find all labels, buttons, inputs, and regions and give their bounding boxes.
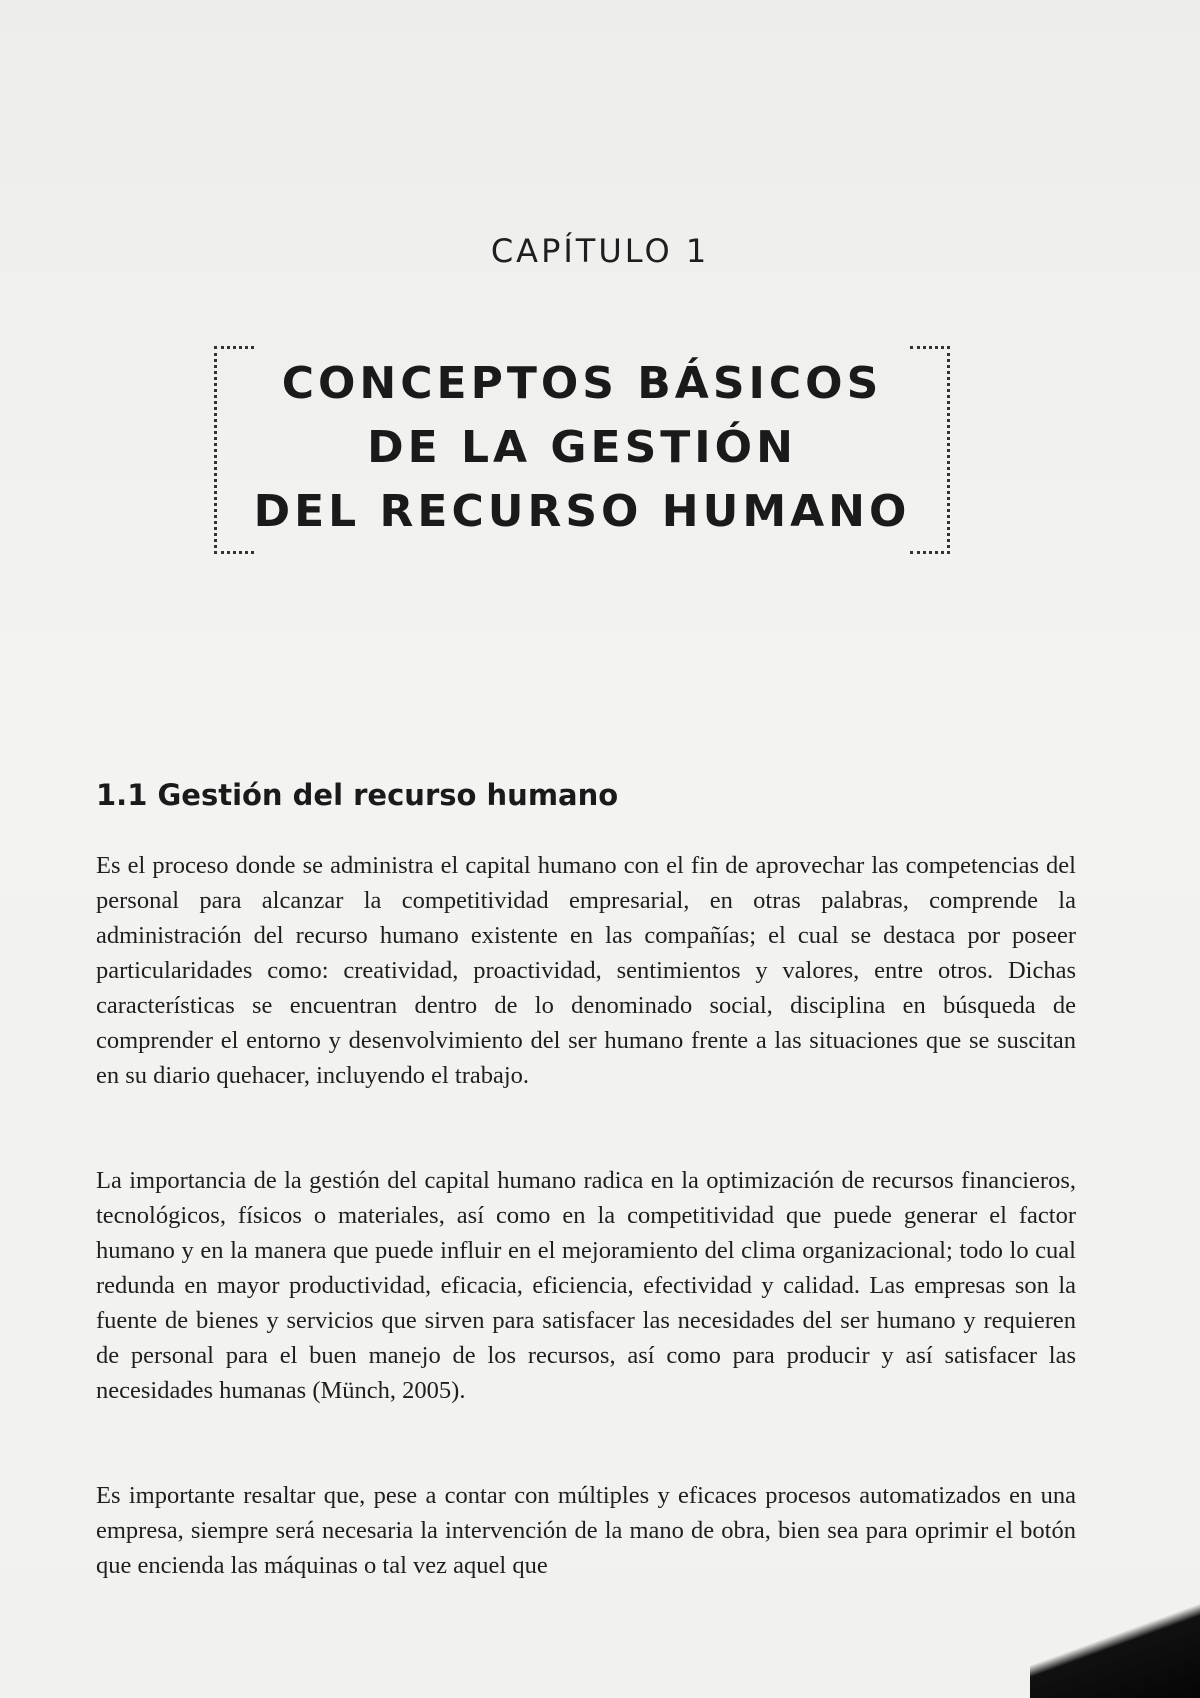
section-heading: 1.1 Gestión del recurso humano	[96, 778, 619, 812]
body-paragraph-3	[96, 1478, 1076, 1603]
chapter-title	[214, 352, 950, 544]
paragraph-text: Es importante resaltar que, pese a contar con múltiples y eficaces procesos automatizados en una empresa, siempre será necesaria la intervención de la mano de obra, bien sea para oprimir el botón que encienda las máquinas o tal vez aquel que	[96, 1482, 1076, 1579]
body-paragraph-1	[96, 848, 1076, 1113]
chapter-title-frame	[214, 346, 950, 554]
chapter-title-line: DE LA GESTIÓN	[367, 422, 797, 473]
paragraph-text: La importancia de la gestión del capital humano radica en la optimización de recursos financieros, tecnológicos, físicos o materiales, así como en la competitividad que puede generar el factor humano y en la manera que puede influir en el mejoramiento del clima organizacional; todo lo cual redunda en mayor productividad, eficacia, eficiencia, efectividad y calidad. Las empresas son la fuente de bienes y servicios que sirven para satisfacer las necesidades del ser humano y requieren de personal para el buen manejo de los recursos, así como para producir y así satisfacer las necesidades humanas (Münch, 2005).	[96, 1167, 1076, 1404]
body-paragraph-2	[96, 1163, 1076, 1428]
chapter-label: CAPÍTULO 1	[490, 232, 710, 270]
chapter-title-line: CONCEPTOS BÁSICOS	[281, 358, 883, 409]
chapter-title-line: DEL RECURSO HUMANO	[253, 486, 911, 537]
page-corner-shadow	[1030, 1588, 1200, 1698]
paragraph-text: Es el proceso donde se administra el capital humano con el fin de aprovechar las competencias del personal para alcanzar la competitividad empresarial, en otras palabras, comprende la administración del recurso humano existente en las compañías; el cual se destaca por poseer particularidades como: creatividad, proactividad, sentimientos y valores, entre otros. Dichas características se encuentran dentro de lo denominado social, disciplina en búsqueda de comprender el entorno y desenvolvimiento del ser humano frente a las situaciones que se suscitan en su diario quehacer, incluyendo el trabajo.	[96, 852, 1076, 1089]
